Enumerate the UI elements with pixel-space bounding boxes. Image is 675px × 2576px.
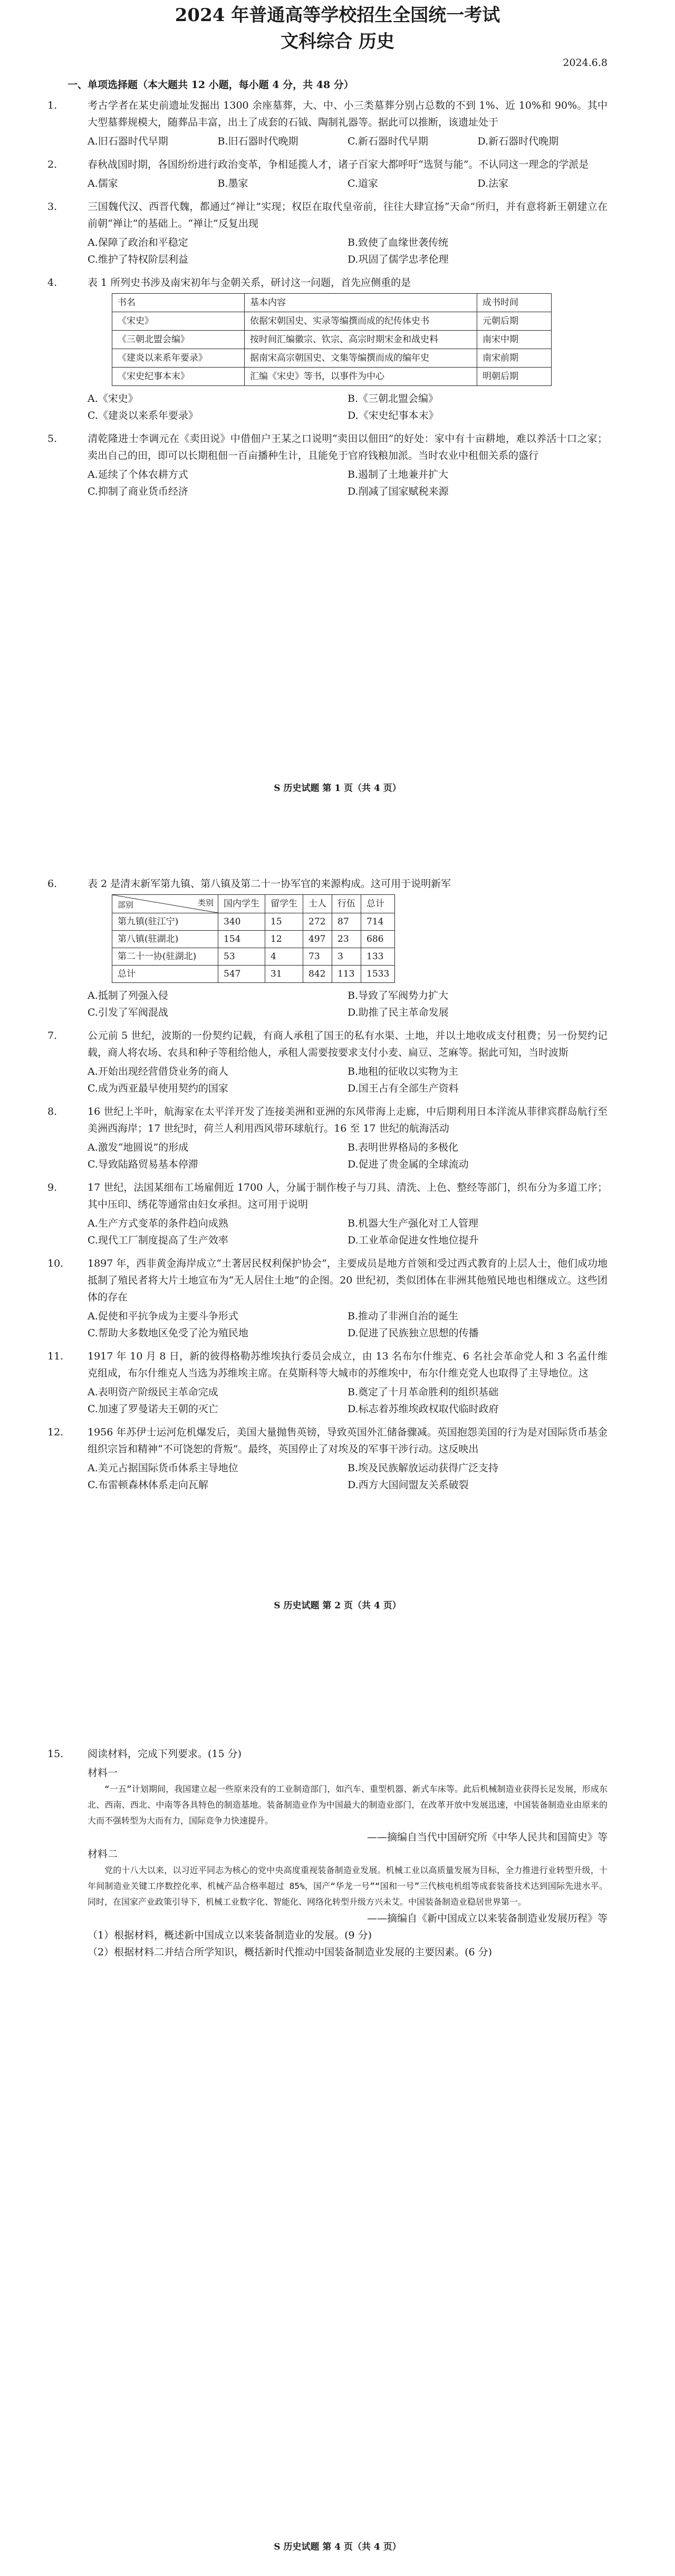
question-6 xyxy=(47,875,608,892)
option: B.《三朝北盟会编》 xyxy=(348,393,439,404)
table-cell: 154 xyxy=(218,931,265,948)
question-number: 15. xyxy=(47,1748,64,1760)
material-label: 材料二 xyxy=(88,1848,118,1860)
options-2 xyxy=(68,175,608,192)
options-11 xyxy=(68,1384,608,1417)
option: C.引发了军阀混战 xyxy=(88,1007,168,1018)
question-15 xyxy=(47,1745,608,1762)
table-cell: 23 xyxy=(332,931,361,948)
option: B.奠定了十月革命胜利的组织基础 xyxy=(348,1386,499,1398)
question-number: 2. xyxy=(47,159,57,170)
question-number: 1. xyxy=(47,100,57,111)
question-2 xyxy=(47,156,608,173)
table-cell: 第二十一协(驻湖北) xyxy=(112,948,218,966)
material-source: ——摘编自当代中国研究所《中华人民共和国简史》等 xyxy=(367,1831,608,1843)
options-3 xyxy=(68,234,608,268)
table-row xyxy=(112,948,395,966)
table-cell: 842 xyxy=(303,966,332,983)
table-header: 留学生 xyxy=(265,895,303,913)
question-stem: 表 1 所列史书涉及南宋初年与金朝关系，研讨这一问题，首先应侧重的是 xyxy=(88,277,411,288)
page-1 xyxy=(0,0,675,823)
table-cell: 《建炎以来系年要录》 xyxy=(112,349,245,368)
option: C.维护了特权阶层利益 xyxy=(88,254,188,265)
option: D.国王占有全部生产资料 xyxy=(348,1083,459,1094)
question-number: 9. xyxy=(47,1182,57,1193)
options-12 xyxy=(68,1460,608,1493)
option: D.《宋史纪事本末》 xyxy=(348,410,439,421)
table-cell: 73 xyxy=(303,948,332,966)
table-cell: 12 xyxy=(265,931,303,948)
table-cell: 按时间汇编徽宗、钦宗、高宗时期宋金和战史料 xyxy=(245,331,477,349)
table-cell: 1533 xyxy=(361,966,395,983)
table-cell: 497 xyxy=(303,931,332,948)
table-header: 国内学生 xyxy=(218,895,265,913)
option: C.新石器时代早期 xyxy=(348,136,428,147)
option: B.墨家 xyxy=(217,178,248,189)
table-cell: 《宋史纪事本末》 xyxy=(112,368,245,386)
option: A.保障了政治和平稳定 xyxy=(88,237,188,248)
question-stem: 春秋战国时期，各国纷纷进行政治变革，争相延揽人才，诸子百家大都呼吁“选贤与能”。不认同这一理念的学派是 xyxy=(88,159,589,170)
option: A.旧石器时代早期 xyxy=(88,136,168,147)
option: B.埃及民族解放运动获得广泛支持 xyxy=(348,1462,499,1474)
table-cell: 53 xyxy=(218,948,265,966)
diagonal-header-cell xyxy=(112,895,218,913)
table-cell: 340 xyxy=(218,913,265,931)
option: D.促进了贵金属的全球流动 xyxy=(348,1159,469,1170)
option: C.《建炎以来系年要录》 xyxy=(88,410,198,421)
material-text: 党的十八大以来，以习近平同志为核心的党中央高度重视装备制造业发展。机械工业以高质量发展为目标，全力推进行业转型升级，十年间制造业关键工序数控化率、机械产品合格率超过 85%，国产“华龙一号”“国和一号”三代核电机组等成套装备技术达到国际先进水平。同时，在国家产业政策引导下，机械工业数字化、智能化、网络化转型升级方兴未艾。中国装备制造业稳居世界第一。 xyxy=(88,1865,608,1907)
option: A.儒家 xyxy=(88,178,118,189)
page-footer: S 历史试题 第 2 页（共 4 页） xyxy=(274,1600,401,1611)
table-cell: 113 xyxy=(332,966,361,983)
option: D.助推了民主革命发展 xyxy=(348,1007,449,1018)
option: A.《宋史》 xyxy=(88,393,138,404)
table-cell: 15 xyxy=(265,913,303,931)
table-cell: 明朝后期 xyxy=(477,368,552,386)
table-cell: 元朝后期 xyxy=(477,312,552,331)
option: B.导致了军阀势力扩大 xyxy=(348,990,449,1001)
table-row xyxy=(112,368,552,386)
table-row xyxy=(112,931,395,948)
material-label: 材料一 xyxy=(88,1767,118,1779)
section-heading: 一、单项选择题（本大题共 12 小题，每小题 4 分，共 48 分） xyxy=(68,79,354,91)
option: B.机器大生产强化对工人管理 xyxy=(348,1218,479,1229)
options-10 xyxy=(68,1308,608,1342)
options-9 xyxy=(68,1215,608,1249)
question-stem: 1897 年，西非黄金海岸成立“土著居民权利保护协会”，主要成员是地方首领和受过西式教育的上层人士，他们成功地抵制了殖民者将大片土地宣布为“无人居住土地”的企图。20 世纪初，类似团体在非洲其他殖民地也相继成立。这些团体的存在 xyxy=(88,1258,608,1303)
table-cell: 第九镇(驻江宁) xyxy=(112,913,218,931)
question-9 xyxy=(47,1179,608,1213)
option: B.遏制了土地兼并扩大 xyxy=(348,469,449,480)
option: C.道家 xyxy=(348,178,378,189)
material-2 xyxy=(68,1846,608,1927)
requirement-1: （1）根据材料，概述新中国成立以来装备制造业的发展。(9 分) xyxy=(88,1929,372,1941)
question-stem: 17 世纪，法国某细布工场雇佣近 1700 人，分属于制作梭子与刀具、清洗、上色、整经等部门，织布分为多道工序；其中压印、绣花等通常由妇女承担。这可用于说明 xyxy=(88,1182,608,1210)
table-cell: 总计 xyxy=(112,966,218,983)
material-source: ——摘编自《新中国成立以来装备制造业发展历程》等 xyxy=(367,1913,608,1924)
question-number: 3. xyxy=(47,201,57,213)
option: A.生产方式变革的条件趋向成熟 xyxy=(88,1218,228,1229)
question-stem: 考古学者在某史前遗址发掘出 1300 余座墓葬，大、中、小三类墓葬分别占总数的不到 1%、近 10%和 90%。其中大型墓葬规模大，随葬品丰富，出土了成套的石钺、陶制礼器等。据此可以推断，该遗址处于 xyxy=(88,100,608,128)
question-number: 10. xyxy=(47,1258,64,1269)
table-row xyxy=(112,966,395,983)
option: B.推动了非洲自治的诞生 xyxy=(348,1310,459,1322)
table-cell: 714 xyxy=(361,913,395,931)
question-stem: 清乾隆进士李调元在《卖田说》中借佃户王某之口说明“卖田以佃田”的好处：家中有十亩耕地，难以养活十口之家；卖出自己的田，即可以长期租佃一百亩播种生计，且能免于官府钱粮加派。当时农业中租佃关系的盛行 xyxy=(88,433,608,461)
exam-date: 2024.6.8 xyxy=(563,57,608,69)
options-7 xyxy=(68,1063,608,1097)
option: D.巩固了儒学忠孝伦理 xyxy=(348,254,449,265)
table-cell: 依据宋朝国史、实录等编撰而成的纪传体史书 xyxy=(245,312,477,331)
option: D.法家 xyxy=(477,178,509,189)
table-cell: 3 xyxy=(332,948,361,966)
table-header: 书名 xyxy=(112,294,245,312)
table-cell: 686 xyxy=(361,931,395,948)
question-1 xyxy=(47,97,608,131)
table-row xyxy=(112,331,552,349)
option: A.延续了个体农耕方式 xyxy=(88,469,188,480)
table-header: 基本内容 xyxy=(245,294,477,312)
table-cell: 第八镇(驻湖北) xyxy=(112,931,218,948)
option: B.致使了血缘世袭传统 xyxy=(348,237,449,248)
question-stem: 1956 年苏伊士运河危机爆发后，美国大量抛售英镑，导致英国外汇储备骤减。英国抱怨美国的行为是对国际货币基金组织宗旨和精神“不可饶恕的背叛”。最终，英国停止了对埃及的军事干涉行动。这反映出 xyxy=(88,1426,608,1455)
question-number: 5. xyxy=(47,433,57,445)
page-footer: S 历史试题 第 4 页（共 4 页） xyxy=(274,2542,401,2552)
options-8 xyxy=(68,1139,608,1173)
option: C.布雷顿森林体系走向瓦解 xyxy=(88,1479,208,1491)
table-row xyxy=(112,913,395,931)
question-4 xyxy=(47,274,608,291)
question-number: 6. xyxy=(47,878,57,890)
table-cell: 547 xyxy=(218,966,265,983)
option: C.帮助大多数地区免受了沦为殖民地 xyxy=(88,1327,248,1339)
material-1 xyxy=(68,1764,608,1846)
option: C.加速了罗曼诺夫王朝的灭亡 xyxy=(88,1403,218,1415)
question-stem: 三国魏代汉、西晋代魏，都通过“禅让”实现；权臣在取代皇帝前，往往大肆宣扬“天命”所归，并有意将新王朝建立在前朝“禅让”的基础上。“禅让”反复出现 xyxy=(88,201,608,229)
option: D.标志着苏维埃政权取代临时政府 xyxy=(348,1403,499,1415)
question-stem: 表 2 是清末新军第九镇、第八镇及第二十一协军官的来源构成。这可用于说明新军 xyxy=(88,878,451,890)
question-stem: 16 世纪上半叶，航海家在太平洋开发了连接美洲和亚洲的东风带海上走廊，中后期利用日本洋流从菲律宾群岛航行至美洲西海岸；17 世纪时，荷兰人利用西风带环球航行。16 至 17 世纪的航海活动 xyxy=(88,1106,608,1134)
question-number: 7. xyxy=(47,1030,57,1041)
table-1 xyxy=(112,293,552,386)
table-cell: 《三朝北盟会编》 xyxy=(112,331,245,349)
option: B.旧石器时代晚期 xyxy=(217,136,298,147)
question-number: 4. xyxy=(47,277,57,288)
requirements xyxy=(68,1927,608,1961)
option: A.促使和平抗争成为主要斗争形式 xyxy=(88,1310,238,1322)
table-cell: 据南宋高宗朝国史、文集等编撰而成的编年史 xyxy=(245,349,477,368)
option: A.抵制了列强入侵 xyxy=(88,990,168,1001)
options-4 xyxy=(68,390,608,424)
diagonal-label-top: 类别 xyxy=(197,898,214,908)
table-cell: 31 xyxy=(265,966,303,983)
question-10 xyxy=(47,1255,608,1306)
option: B.表明世界格局的多极化 xyxy=(348,1142,459,1153)
question-number: 11. xyxy=(47,1350,64,1362)
exam-subtitle: 文科综合 历史 xyxy=(281,31,394,52)
question-3 xyxy=(47,198,608,232)
option: A.开始出现经营借贷业务的商人 xyxy=(88,1066,228,1077)
diagonal-label-bottom: 部别 xyxy=(118,900,134,910)
option: C.抑制了商业货币经济 xyxy=(88,486,188,497)
table-cell: 南宋前期 xyxy=(477,349,552,368)
requirement-2: （2）根据材料二并结合所学知识，概括新时代推动中国装备制造业发展的主要因素。(6 分) xyxy=(88,1946,493,1958)
option: A.美元占据国际货币体系主导地位 xyxy=(88,1462,238,1474)
table-header-row xyxy=(112,895,395,913)
option: D.促进了民族独立思想的传播 xyxy=(348,1327,479,1339)
options-5 xyxy=(68,466,608,500)
table-cell: 87 xyxy=(332,913,361,931)
question-11 xyxy=(47,1348,608,1382)
option: A.激发“地圆说”的形成 xyxy=(88,1142,189,1153)
table-header: 行伍 xyxy=(332,895,361,913)
table-row xyxy=(112,312,552,331)
table-cell: 4 xyxy=(265,948,303,966)
option: C.导致陆路贸易基本停滞 xyxy=(88,1159,198,1170)
table-header-row xyxy=(112,294,552,312)
question-5 xyxy=(47,430,608,464)
option: D.新石器时代晚期 xyxy=(477,136,559,147)
question-number: 8. xyxy=(47,1106,57,1117)
option: D.削减了国家赋税来源 xyxy=(348,486,449,497)
table-header: 成书时间 xyxy=(477,294,552,312)
option: D.西方大国间盟友关系破裂 xyxy=(348,1479,469,1491)
option: D.工业革命促进女性地位提升 xyxy=(348,1234,479,1246)
table-cell: 汇编《宋史》等书，以事件为中心 xyxy=(245,368,477,386)
options-1 xyxy=(68,133,608,150)
table-header: 士人 xyxy=(303,895,332,913)
table-cell: 南宋中期 xyxy=(477,331,552,349)
option: C.成为西亚最早使用契约的国家 xyxy=(88,1083,228,1094)
option: A.表明资产阶级民主革命完成 xyxy=(88,1386,218,1398)
table-cell: 133 xyxy=(361,948,395,966)
question-12 xyxy=(47,1424,608,1458)
table-cell: 272 xyxy=(303,913,332,931)
page-footer: S 历史试题 第 1 页（共 4 页） xyxy=(274,783,401,794)
exam-title: 2024 年普通高等学校招生全国统一考试 xyxy=(175,5,500,26)
table-2 xyxy=(112,894,395,983)
material-text: “一五”计划期间，我国建立起一些原来没有的工业制造部门，如汽车、重型机器、新式车床等。此后机械制造业获得长足发展，形成东北、西南、西北、中南等各具特色的制造基地。装备制造业作为中国最大的制造业部门，在改革开放中发展迅速，中国装备制造业由原来的大而不强转型为大而有力，国际竞争力快速提升。 xyxy=(88,1784,608,1826)
question-stem: 阅读材料，完成下列要求。(15 分) xyxy=(88,1748,242,1760)
page-2 xyxy=(0,875,675,1687)
question-stem: 公元前 5 世纪，波斯的一份契约记载，有商人承租了国王的私有水渠、土地，并以土地收成支付租费；另一份契约记载，商人将农场、农具和种子等租给他人，承租人需要按要求支付小麦、扁豆、芝麻等。据此可知，当时波斯 xyxy=(88,1030,608,1058)
question-number: 12. xyxy=(47,1426,64,1438)
table-row xyxy=(112,349,552,368)
option: C.现代工厂制度提高了生产效率 xyxy=(88,1234,228,1246)
page-4 xyxy=(0,1745,675,2576)
question-stem: 1917 年 10 月 8 日，新的彼得格勒苏维埃执行委员会成立，由 13 名布尔什维克、6 名社会革命党人和 3 名孟什维克组成，布尔什维克人当选为苏维埃主席。在莫斯科等大城市的苏维埃中，布尔什维克党人也取得了主导地位。这 xyxy=(88,1350,608,1379)
question-7 xyxy=(47,1027,608,1061)
table-cell: 《宋史》 xyxy=(112,312,245,331)
option: B.地租的征收以实物为主 xyxy=(348,1066,459,1077)
options-6 xyxy=(68,987,608,1021)
question-8 xyxy=(47,1103,608,1137)
table-header: 总计 xyxy=(361,895,395,913)
